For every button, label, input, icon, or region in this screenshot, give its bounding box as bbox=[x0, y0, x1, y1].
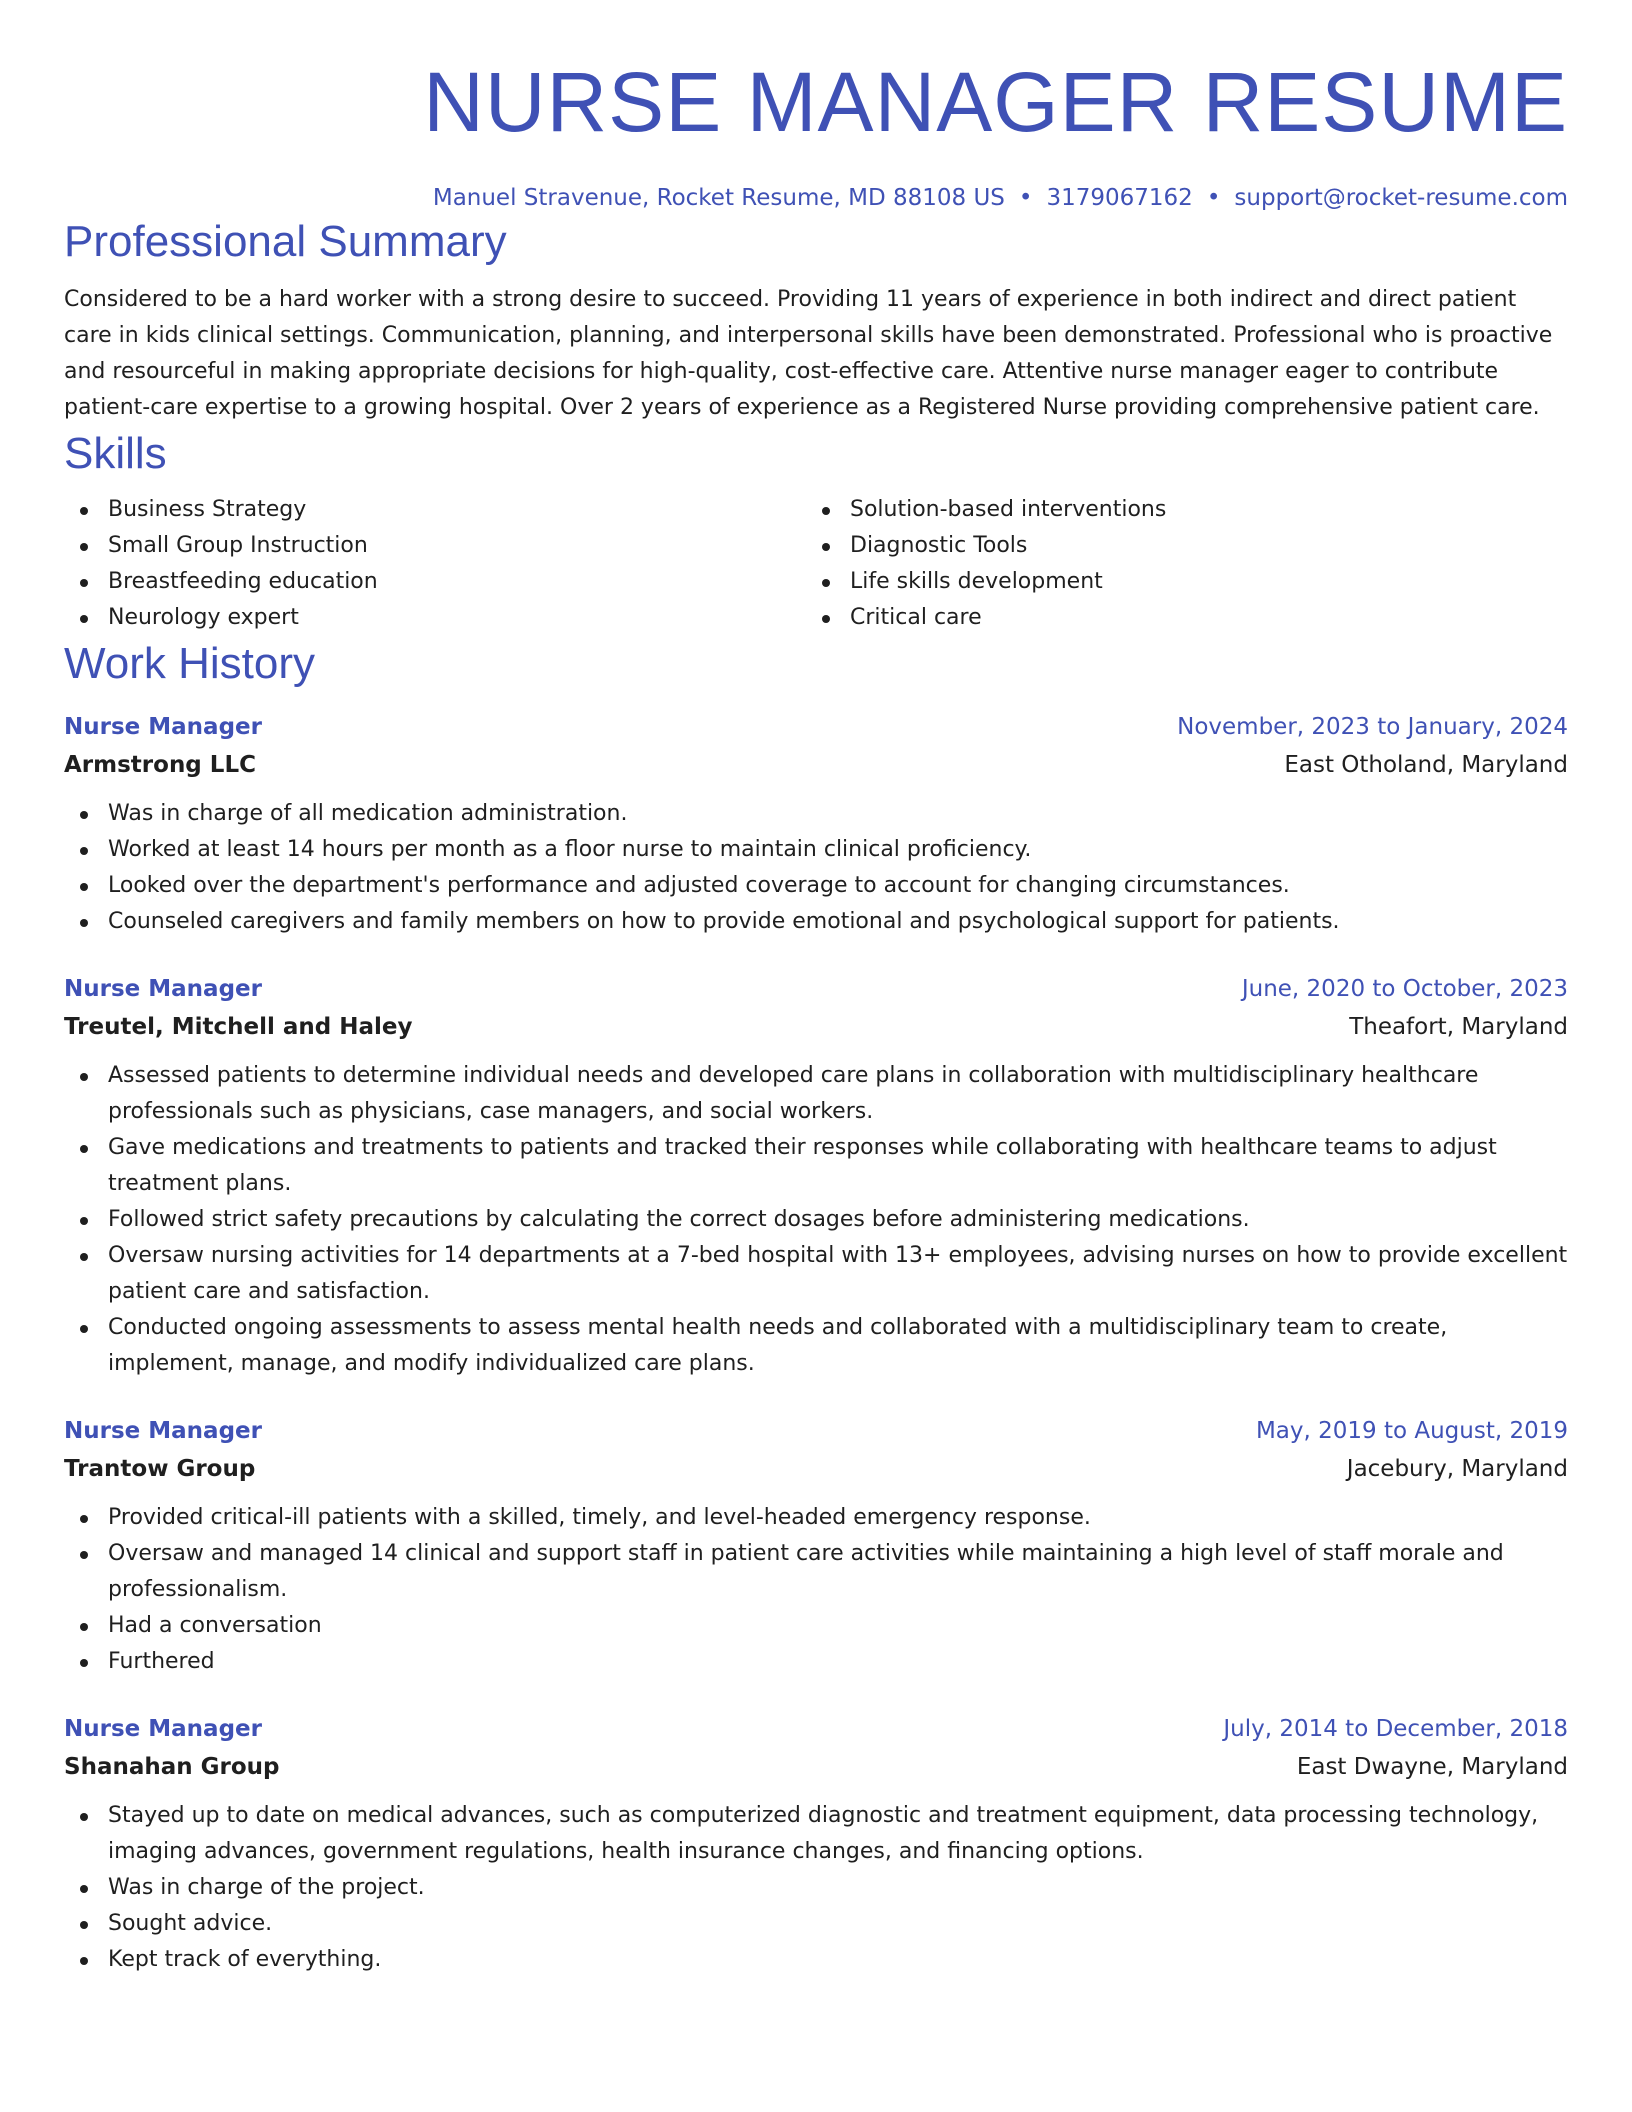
skill-item: Life skills development bbox=[850, 564, 1548, 600]
job-dates: November, 2023 to January, 2024 bbox=[1177, 714, 1568, 740]
job-location: Jacebury, Maryland bbox=[1346, 1456, 1568, 1482]
skill-item: Small Group Instruction bbox=[108, 528, 806, 564]
duty-item: Worked at least 14 hours per month as a floor nurse to maintain clinical proficiency. bbox=[108, 832, 1568, 868]
skills-heading: Skills bbox=[64, 429, 167, 478]
duty-item: Oversaw and managed 14 clinical and support staff in patient care activities while maintaining a high level of staff morale and professionalism. bbox=[108, 1536, 1568, 1608]
duty-item: Kept track of everything. bbox=[108, 1942, 1568, 1978]
duty-item: Followed strict safety precautions by calculating the correct dosages before administering medications. bbox=[108, 1202, 1568, 1238]
job-company: Trantow Group bbox=[64, 1456, 256, 1482]
duty-item: Furthered bbox=[108, 1644, 1568, 1680]
job-duties bbox=[64, 1058, 1568, 1382]
job-role: Nurse Manager bbox=[64, 976, 262, 1002]
contact-phone: 3179067162 bbox=[1046, 185, 1193, 211]
skill-item: Solution-based interventions bbox=[850, 492, 1548, 528]
skill-item: Neurology expert bbox=[108, 600, 806, 636]
duty-item: Was in charge of the project. bbox=[108, 1870, 1568, 1906]
duty-item: Counseled caregivers and family members on how to provide emotional and psychological support for patients. bbox=[108, 904, 1568, 940]
duty-item: Conducted ongoing assessments to assess mental health needs and collaborated with a multidisciplinary team to create, implement, manage, and modify individualized care plans. bbox=[108, 1310, 1568, 1382]
job-entry bbox=[64, 1412, 1568, 1680]
job-role: Nurse Manager bbox=[64, 1716, 262, 1742]
duty-item: Stayed up to date on medical advances, such as computerized diagnostic and treatment equipment, data processing technology, imaging advances, government regulations, health insurance changes, and financing options. bbox=[108, 1798, 1568, 1870]
contact-line bbox=[64, 182, 1568, 214]
skills-list bbox=[64, 492, 1568, 636]
skills-column-left bbox=[64, 492, 806, 636]
skill-item: Business Strategy bbox=[108, 492, 806, 528]
job-entry bbox=[64, 1710, 1568, 1978]
work-history-heading: Work History bbox=[64, 639, 315, 688]
job-duties bbox=[64, 1500, 1568, 1680]
duty-item: Provided critical-ill patients with a skilled, timely, and level-headed emergency response. bbox=[108, 1500, 1568, 1536]
duty-item: Sought advice. bbox=[108, 1906, 1568, 1942]
skill-item: Breastfeeding education bbox=[108, 564, 806, 600]
contact-separator: • bbox=[1206, 185, 1221, 211]
duty-item: Had a conversation bbox=[108, 1608, 1568, 1644]
summary-heading: Professional Summary bbox=[64, 217, 507, 266]
duty-item: Was in charge of all medication administration. bbox=[108, 796, 1568, 832]
job-entry bbox=[64, 970, 1568, 1382]
job-location: East Dwayne, Maryland bbox=[1296, 1754, 1568, 1780]
duty-item: Looked over the department's performance and adjusted coverage to account for changing circumstances. bbox=[108, 868, 1568, 904]
skill-item: Critical care bbox=[850, 600, 1548, 636]
job-duties bbox=[64, 1798, 1568, 1978]
job-company: Treutel, Mitchell and Haley bbox=[64, 1014, 413, 1040]
contact-email: support@rocket-resume.com bbox=[1234, 185, 1568, 211]
duty-item: Gave medications and treatments to patients and tracked their responses while collaborating with healthcare teams to adjust treatment plans. bbox=[108, 1130, 1568, 1202]
job-location: Theafort, Maryland bbox=[1349, 1014, 1568, 1040]
job-duties bbox=[64, 796, 1568, 940]
job-dates: May, 2019 to August, 2019 bbox=[1255, 1418, 1568, 1444]
summary-text: Considered to be a hard worker with a strong desire to succeed. Providing 11 years of experience in both indirect and direct patient care in kids clinical settings. Communication, planning, and interpersonal skills have been demonstrated. Professional who is proactive and resourceful in making appropriate decisions for high-quality, cost-effective care. Attentive nurse manager eager to contribute patient-care expertise to a growing hospital. Over 2 years of experience as a Registered Nurse providing comprehensive patient care. bbox=[64, 287, 1553, 420]
contact-separator: • bbox=[1018, 185, 1033, 211]
job-role: Nurse Manager bbox=[64, 714, 262, 740]
job-dates: July, 2014 to December, 2018 bbox=[1223, 1716, 1568, 1742]
skills-column-right bbox=[806, 492, 1548, 636]
job-dates: June, 2020 to October, 2023 bbox=[1241, 976, 1568, 1002]
duty-item: Oversaw nursing activities for 14 departments at a 7-bed hospital with 13+ employees, advising nurses on how to provide excellent patient care and satisfaction. bbox=[108, 1238, 1568, 1310]
skill-item: Diagnostic Tools bbox=[850, 528, 1548, 564]
resume-title: NURSE MANAGER RESUME bbox=[423, 55, 1568, 149]
job-company: Shanahan Group bbox=[64, 1754, 280, 1780]
job-location: East Otholand, Maryland bbox=[1284, 752, 1568, 778]
job-entry bbox=[64, 708, 1568, 940]
job-company: Armstrong LLC bbox=[64, 752, 256, 778]
duty-item: Assessed patients to determine individual needs and developed care plans in collaboration with multidisciplinary healthcare professionals such as physicians, case managers, and social workers. bbox=[108, 1058, 1568, 1130]
contact-address: Manuel Stravenue, Rocket Resume, MD 88108 US bbox=[432, 185, 1005, 211]
job-role: Nurse Manager bbox=[64, 1418, 262, 1444]
